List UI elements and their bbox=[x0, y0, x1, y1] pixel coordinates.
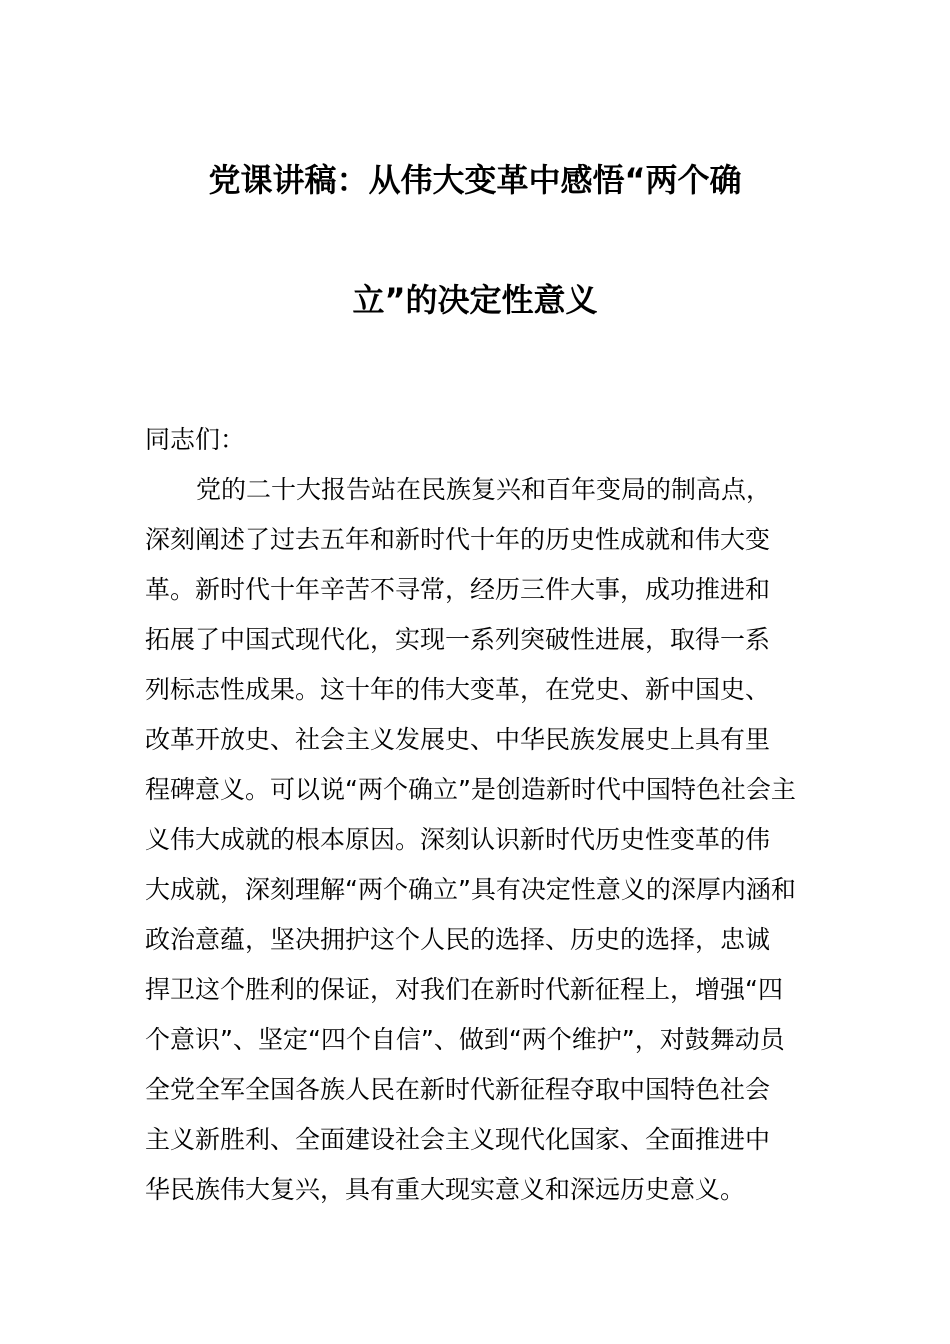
paragraph-line: 义伟大成就的根本原因。深刻认识新时代历史性变革的伟 bbox=[145, 825, 771, 854]
paragraph-line: 华民族伟大复兴，具有重大现实意义和深远历史意义。 bbox=[145, 1175, 746, 1204]
paragraph-line: 党的二十大报告站在民族复兴和百年变局的制高点， bbox=[196, 475, 772, 504]
paragraph-line: 政治意蕴，坚决拥护这个人民的选择、历史的选择，忠诚 bbox=[145, 925, 771, 954]
paragraph-line: 全党全军全国各族人民在新时代新征程夺取中国特色社会 bbox=[145, 1075, 771, 1104]
salutation: 同志们： bbox=[145, 425, 246, 454]
paragraph-line: 捍卫这个胜利的保证，对我们在新时代新征程上，增强“四 bbox=[145, 975, 783, 1004]
paragraph-line: 改革开放史、社会主义发展史、中华民族发展史上具有里 bbox=[145, 725, 771, 754]
paragraph-line: 主义新胜利、全面建设社会主义现代化国家、全面推进中 bbox=[145, 1125, 771, 1154]
paragraph-line: 个意识”、坚定“四个自信”、做到“两个维护”，对鼓舞动员 bbox=[145, 1025, 785, 1054]
paragraph-line: 拓展了中国式现代化，实现一系列突破性进展，取得一系 bbox=[145, 625, 771, 654]
paragraph-line: 程碑意义。可以说“两个确立”是创造新时代中国特色社会主 bbox=[145, 775, 796, 804]
document-title-line-2: 立”的决定性意义 bbox=[352, 281, 598, 319]
paragraph-line: 革。新时代十年辛苦不寻常，经历三件大事，成功推进和 bbox=[145, 575, 771, 604]
paragraph-line: 列标志性成果。这十年的伟大变革，在党史、新中国史、 bbox=[145, 675, 771, 704]
paragraph-line: 深刻阐述了过去五年和新时代十年的历史性成就和伟大变 bbox=[145, 525, 771, 554]
paragraph-line: 大成就，深刻理解“两个确立”具有决定性意义的深厚内涵和 bbox=[145, 875, 796, 904]
document-title-line-1: 党课讲稿：从伟大变革中感悟“两个确 bbox=[208, 161, 742, 199]
